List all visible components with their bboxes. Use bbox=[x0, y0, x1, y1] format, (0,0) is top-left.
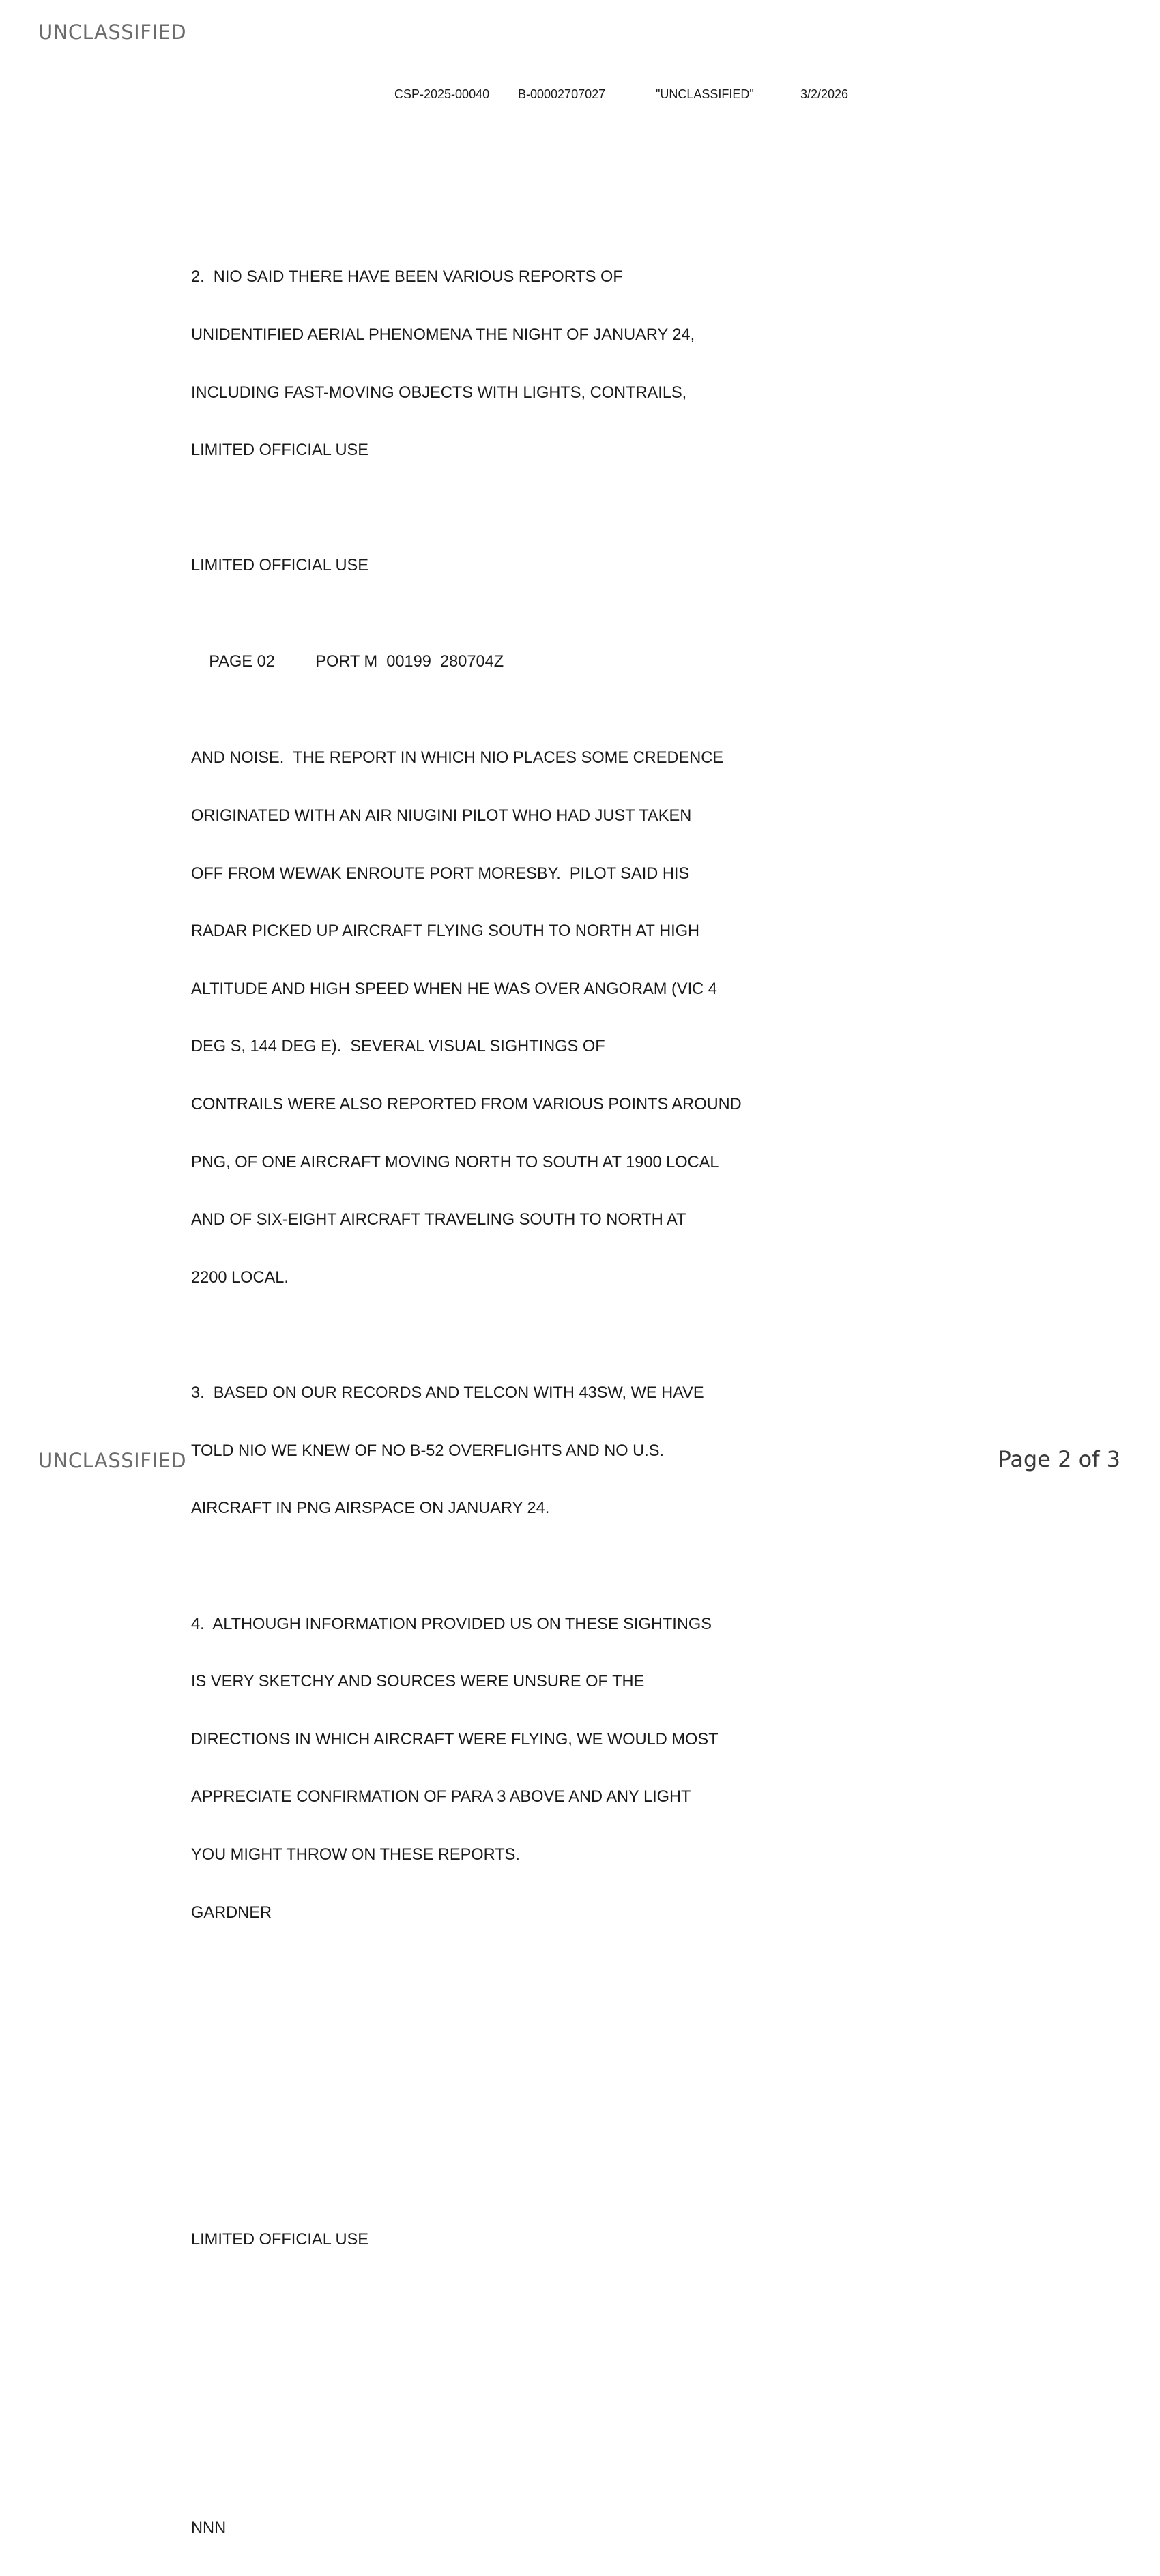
signature: GARDNER bbox=[191, 1903, 272, 1922]
handling-caveat-bottom bbox=[191, 2191, 873, 2287]
paragraph-line: CONTRAILS WERE ALSO REPORTED FROM VARIOUS POINTS AROUND bbox=[191, 1096, 742, 1114]
paragraph-3 bbox=[191, 1345, 873, 1557]
page-reference-line bbox=[191, 633, 873, 691]
header-case-number: CSP-2025-00040 bbox=[394, 87, 490, 101]
paragraph-2 bbox=[191, 229, 873, 499]
header-classification: "UNCLASSIFIED" bbox=[656, 87, 754, 101]
paragraph-line: ALTITUDE AND HIGH SPEED WHEN HE WAS OVER ANGORAM (VIC 4 bbox=[191, 980, 717, 998]
header-document-number: B-00002707027 bbox=[518, 87, 606, 101]
paragraph-4 bbox=[191, 1576, 873, 1961]
paragraph-line: AND OF SIX-EIGHT AIRCRAFT TRAVELING SOUTH TO NORTH AT bbox=[191, 1211, 686, 1229]
paragraph-line: AND NOISE. THE REPORT IN WHICH NIO PLACES SOME CREDENCE bbox=[191, 749, 724, 767]
paragraph-line: AIRCRAFT IN PNG AIRSPACE ON JANUARY 24. bbox=[191, 1499, 550, 1518]
paragraph-line: 2. NIO SAID THERE HAVE BEEN VARIOUS REPORTS OF bbox=[191, 268, 623, 287]
handling-caveat bbox=[191, 518, 873, 614]
handling-caveat-text: LIMITED OFFICIAL USE bbox=[191, 2230, 369, 2249]
paragraph-line: ORIGINATED WITH AN AIR NIUGINI PILOT WHO HAD JUST TAKEN bbox=[191, 807, 692, 825]
spacer bbox=[191, 1961, 873, 2191]
page-number: Page 2 of 3 bbox=[998, 1446, 1120, 1472]
classification-marking-bottom: UNCLASSIFIED bbox=[38, 1449, 187, 1472]
paragraph-line: 4. ALTHOUGH INFORMATION PROVIDED US ON THESE SIGHTINGS bbox=[191, 1615, 712, 1633]
page-label: PAGE 02 bbox=[209, 653, 275, 671]
paragraph-line: APPRECIATE CONFIRMATION OF PARA 3 ABOVE AND ANY LIGHT bbox=[191, 1788, 691, 1806]
paragraph-line: YOU MIGHT THROW ON THESE REPORTS. bbox=[191, 1845, 520, 1864]
end-of-message bbox=[191, 2480, 873, 2576]
paragraph-line: DEG S, 144 DEG E). SEVERAL VISUAL SIGHTINGS OF bbox=[191, 1038, 605, 1056]
paragraph-2-continued bbox=[191, 710, 873, 1326]
handling-caveat-line: LIMITED OFFICIAL USE bbox=[191, 441, 369, 460]
paragraph-line: 3. BASED ON OUR RECORDS AND TELCON WITH 43SW, WE HAVE bbox=[191, 1384, 704, 1403]
classification-marking-top: UNCLASSIFIED bbox=[38, 20, 187, 44]
paragraph-line: DIRECTIONS IN WHICH AIRCRAFT WERE FLYING, WE WOULD MOST bbox=[191, 1730, 719, 1748]
paragraph-line: IS VERY SKETCHY AND SOURCES WERE UNSURE OF THE bbox=[191, 1673, 645, 1691]
paragraph-line: PNG, OF ONE AIRCRAFT MOVING NORTH TO SOUTH AT 1900 LOCAL bbox=[191, 1153, 719, 1171]
paragraph-line: OFF FROM WEWAK ENROUTE PORT MORESBY. PILOT SAID HIS bbox=[191, 864, 690, 883]
handling-caveat-text: LIMITED OFFICIAL USE bbox=[191, 557, 369, 575]
paragraph-line: UNIDENTIFIED AERIAL PHENOMENA THE NIGHT OF JANUARY 24, bbox=[191, 326, 695, 345]
message-reference: PORT M 00199 280704Z bbox=[315, 653, 504, 671]
header-date: 3/2/2026 bbox=[800, 87, 849, 101]
paragraph-line: RADAR PICKED UP AIRCRAFT FLYING SOUTH TO NORTH AT HIGH bbox=[191, 922, 700, 941]
end-marker: NNN bbox=[191, 2519, 227, 2537]
cable-body bbox=[191, 229, 873, 2576]
paragraph-line: 2200 LOCAL. bbox=[191, 1268, 289, 1287]
paragraph-line: INCLUDING FAST-MOVING OBJECTS WITH LIGHTS, CONTRAILS, bbox=[191, 383, 687, 402]
paragraph-line: TOLD NIO WE KNEW OF NO B-52 OVERFLIGHTS AND NO U.S. bbox=[191, 1441, 665, 1460]
spacer bbox=[191, 2287, 873, 2480]
